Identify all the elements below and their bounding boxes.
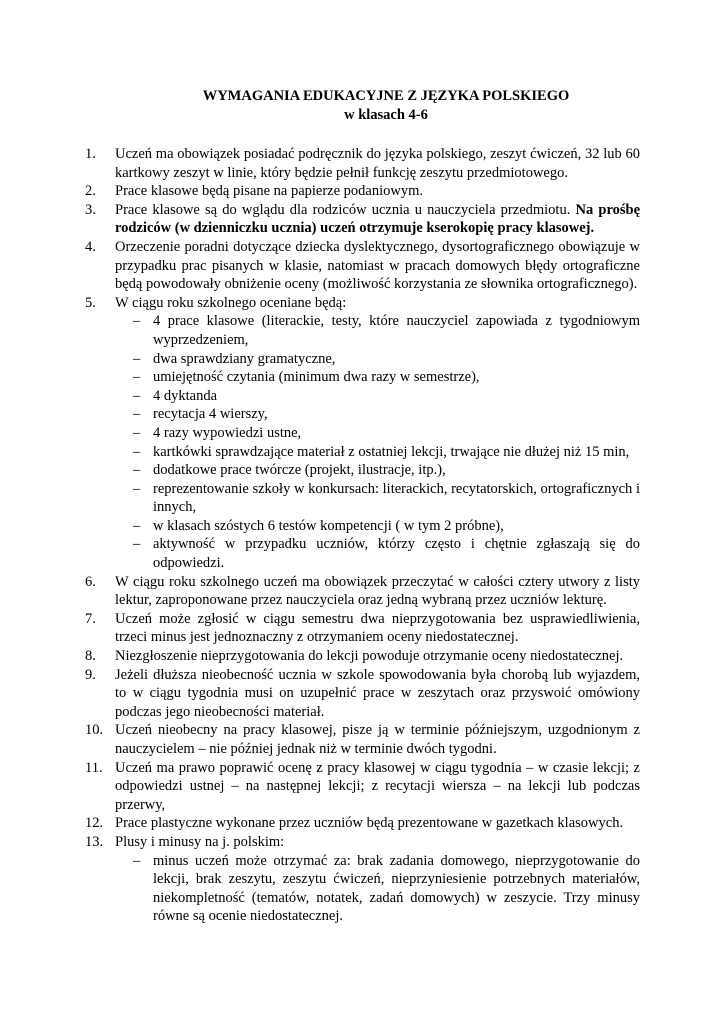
list-item (85, 666, 640, 722)
list-item (85, 647, 640, 666)
list-item (85, 814, 640, 833)
sublist-item-text: reprezentowanie szkoły w konkursach: literackich, recytatorskich, ortograficznych i innych, (153, 480, 640, 516)
sublist-item-text: minus uczeń może otrzymać za: brak zadania domowego, nieprzygotowanie do lekcji, brak zeszytu, zeszytu ćwiczeń, nieprzyniesienie potrzebnych materiałów, niekompletność (tematów, notatek, zadań domowych) w zeszycie. Trzy minusy równe są ocenie niedostatecznej. (153, 852, 640, 925)
item-text: Uczeń ma obowiązek posiadać podręcznik do języka polskiego, zeszyt ćwiczeń, 32 lub 60 kartkowy zeszyt w linie, który będzie pełnił funkcję zeszytu przedmiotowego. (115, 146, 640, 181)
sublist-item-text: dodatkowe prace twórcze (projekt, ilustracje, itp.), (153, 462, 446, 479)
item-text: Uczeń nieobecny na pracy klasowej, pisze ją w terminie późniejszym, uzgodnionym z nauczycielem – nie później jednak niż w terminie dwóch tygodni. (115, 722, 640, 757)
item-text: W ciągu roku szkolnego uczeń ma obowiązek przeczytać w całości cztery utwory z listy lektur, zaproponowane przez nauczyciela oraz jedną wybraną przez uczniów lekturę. (115, 573, 640, 609)
item-text: Prace klasowe są do wglądu dla rodziców ucznia u nauczyciela przedmiotu. (115, 201, 571, 218)
dash-bullet: – (133, 424, 141, 441)
sublist-item (115, 443, 640, 462)
item-number: 7. (85, 610, 96, 627)
title-block (0, 87, 724, 124)
list-item (85, 610, 640, 647)
item-text: Plusy i minusy na j. polskim: (115, 833, 285, 850)
item-number: 3. (85, 201, 96, 218)
list-item (85, 238, 640, 294)
dash-bullet: – (133, 852, 141, 869)
dash-bullet: – (133, 369, 141, 386)
item-text: W ciągu roku szkolnego oceniane będą: (115, 294, 347, 311)
document-subtitle: w klasach 4-6 (344, 106, 428, 123)
item-number: 2. (85, 183, 96, 200)
dash-bullet: – (133, 536, 141, 553)
document-title: WYMAGANIA EDUKACYJNE Z JĘZYKA POLSKIEGO (202, 88, 570, 104)
sublist-item-text: 4 razy wypowiedzi ustne, (153, 424, 302, 441)
sublist-item (115, 405, 640, 424)
sublist-item (115, 480, 640, 517)
list-item (85, 182, 640, 201)
sublist-item-text: recytacja 4 wierszy, (153, 406, 268, 423)
sublist-item-text: kartkówki sprawdzające materiał z ostatniej lekcji, trwające nie dłużej niż 15 min, (153, 443, 630, 460)
list-item (85, 294, 640, 313)
dash-bullet: – (133, 350, 141, 367)
item-number: 1. (85, 146, 96, 162)
sublist-item (115, 535, 640, 572)
requirements-list (85, 145, 640, 926)
item-text: Uczeń może zgłosić w ciągu semestru dwa nieprzygotowania bez usprawiedliwienia, trzeci minus jest jednoznaczny z otrzymaniem oceny niedostatecznej. (115, 610, 640, 646)
item-text: Prace plastyczne wykonane przez uczniów będą prezentowane w gazetkach klasowych. (115, 815, 624, 832)
sublist-item (115, 387, 640, 406)
sublist-item (115, 852, 640, 926)
sublist-item-text: 4 prace klasowe (literackie, testy, które nauczyciel zapowiada z tygodniowym wyprzedzeniem, (153, 313, 640, 348)
item-number: 11. (85, 759, 103, 776)
sublist-item (115, 368, 640, 387)
list-item (85, 573, 640, 610)
list-item (85, 145, 640, 182)
sublist-item (115, 350, 640, 369)
dash-bullet: – (133, 480, 141, 497)
sublist-item (115, 424, 640, 443)
item-number: 4. (85, 238, 96, 255)
sublist-item-text: aktywność w przypadku uczniów, którzy często i chętnie zgłaszają się do odpowiedzi. (153, 536, 640, 572)
item-number: 12. (85, 815, 104, 832)
item-number: 10. (85, 722, 104, 739)
item-number: 8. (85, 648, 96, 665)
sublist-item (115, 461, 640, 480)
item-text: Prace klasowe będą pisane na papierze podaniowym. (115, 183, 424, 200)
sublist-item-text: w klasach szóstych 6 testów kompetencji ( w tym 2 próbne), (153, 517, 504, 534)
sublist-item-text: umiejętność czytania (minimum dwa razy w semestrze), (153, 369, 480, 386)
item-number: 13. (85, 833, 104, 850)
item-text: Niezgłoszenie nieprzygotowania do lekcji powoduje otrzymanie oceny niedostatecznej. (115, 648, 624, 665)
dash-bullet: – (133, 387, 141, 404)
dash-bullet: – (133, 443, 141, 460)
sublist-item (115, 517, 640, 536)
list-item (85, 833, 640, 852)
plus-minus-sublist (85, 852, 640, 926)
dash-bullet: – (133, 462, 141, 479)
list-item (85, 759, 640, 815)
list-item (85, 201, 640, 238)
dash-bullet: – (133, 517, 141, 534)
item-number: 5. (85, 294, 96, 311)
item-bold-text: Na prośbę rodziców (w dzienniczku ucznia) uczeń otrzymuje kserokopię pracy klasowej. (115, 201, 641, 237)
item-text: Orzeczenie poradni dotyczące dziecka dyslektycznego, dysortograficznego obowiązuje w przypadku prac pisanych w klasie, natomiast w pracach domowych błędy ortograficzne będą powodowały obniżenie oceny (możliwość korzystania ze słownika ortograficznego). (115, 238, 640, 293)
item-text: Jeżeli dłuższa nieobecność ucznia w szkole spowodowania była chorobą lub wyjazdem, to w ciągu tygodnia musi on uzupełnić prace w zeszytach oraz przyswoić omówiony podczas jego nieobecności materiał. (115, 666, 640, 720)
dash-bullet: – (133, 406, 141, 423)
sublist-item-text: dwa sprawdziany gramatyczne, (153, 350, 336, 367)
dash-bullet: – (133, 313, 141, 330)
item-number: 6. (85, 573, 96, 590)
sublist-item-text: 4 dyktanda (153, 387, 218, 404)
list-item (85, 721, 640, 758)
sublist-item (115, 312, 640, 349)
graded-items-sublist (85, 312, 640, 572)
item-number: 9. (85, 666, 96, 683)
item-text: Uczeń ma prawo poprawić ocenę z pracy klasowej w ciągu tygodnia – w czasie lekcji; z odpowiedzi ustnej – na następnej lekcji; z recytacji wiersza – na lekcji lub podczas przerwy, (115, 759, 640, 813)
